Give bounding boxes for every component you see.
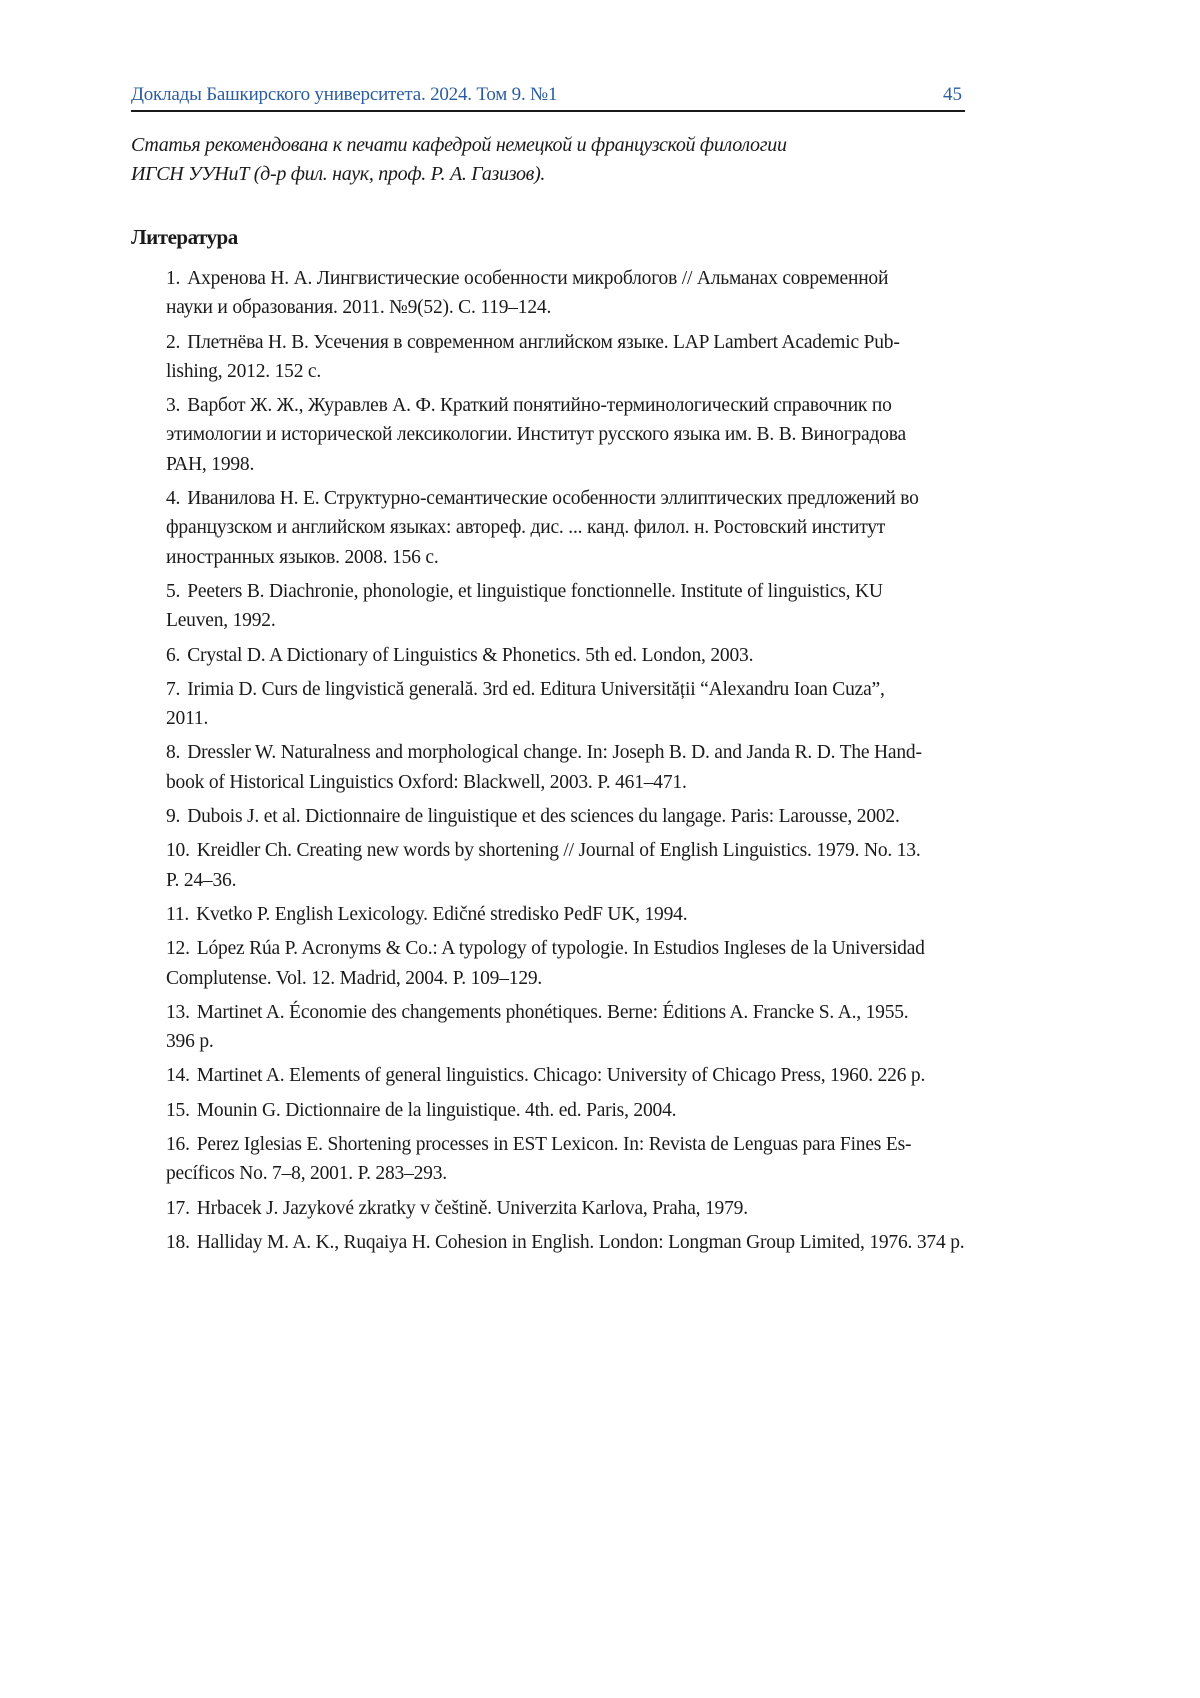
- reference-line: [166, 704, 986, 733]
- reference-line: [166, 738, 986, 767]
- reference-number: 9.: [166, 806, 181, 828]
- reference-text: Dressler W. Naturalness and morphological change. In: Joseph B. D. and Janda R. D. The Hand-: [187, 742, 922, 764]
- reference-item: [166, 998, 986, 1057]
- reference-text: Kreidler Ch. Creating new words by shortening // Journal of English Linguistics. 1979. No. 13.: [196, 840, 921, 862]
- reference-item: [166, 802, 986, 831]
- reference-number: 16.: [166, 1134, 190, 1156]
- reference-number: 14.: [166, 1065, 190, 1087]
- reference-item: [166, 484, 986, 572]
- reference-line: [166, 264, 986, 293]
- reference-number: 2.: [166, 331, 181, 353]
- reference-line: [166, 900, 986, 929]
- reference-line: [166, 934, 986, 963]
- reference-item: [166, 1228, 986, 1257]
- page-number: 45: [943, 84, 962, 105]
- reference-item: [166, 1194, 986, 1223]
- reference-line: [166, 675, 986, 704]
- references-list: [166, 264, 986, 1262]
- reference-line: [166, 577, 986, 606]
- reference-item: [166, 836, 986, 895]
- reference-line: [166, 357, 986, 386]
- reference-text: Иванилова Н. Е. Структурно-семантические особенности эллиптических предложений во: [187, 488, 919, 510]
- reference-text: pecíficos No. 7–8, 2001. P. 283–293.: [166, 1163, 447, 1185]
- reference-text: 396 p.: [166, 1031, 214, 1053]
- reference-item: [166, 1096, 986, 1125]
- recommendation-note: [131, 131, 787, 189]
- reference-text: Perez Iglesias E. Shortening processes in EST Lexicon. In: Revista de Lenguas para Fines Es-: [196, 1134, 912, 1156]
- reference-line: [166, 484, 986, 513]
- reference-line: [166, 998, 986, 1027]
- reference-text: Complutense. Vol. 12. Madrid, 2004. P. 109–129.: [166, 967, 543, 989]
- reference-number: 6.: [166, 644, 181, 666]
- reference-text: Halliday M. A. K., Ruqaiya H. Cohesion in English. London: Longman Group Limited, 1976. 374 p.: [196, 1231, 965, 1253]
- reference-text: науки и образования. 2011. №9(52). С. 119–124.: [166, 297, 552, 319]
- reference-item: [166, 1061, 986, 1090]
- reference-number: 1.: [166, 268, 181, 289]
- reference-line: [166, 1130, 986, 1159]
- note-line: ИГСН УУНиТ (д-р фил. наук, проф. Р. А. Газизов).: [131, 163, 546, 185]
- journal-title: Доклады Башкирского университета. 2024. Том 9. №1: [131, 84, 558, 105]
- reference-number: 11.: [166, 903, 190, 925]
- reference-line: [166, 1228, 986, 1257]
- reference-text: этимологии и исторической лексикологии. Институт русского языка им. В. В. Виноградова: [166, 424, 906, 446]
- reference-text: РАН, 1998.: [166, 453, 255, 475]
- reference-text: 2011.: [166, 708, 209, 730]
- note-line: Статья рекомендована к печати кафедрой немецкой и французской филологии: [131, 134, 787, 156]
- reference-item: [166, 738, 986, 797]
- reference-line: [166, 1096, 986, 1125]
- reference-text: французском и английском языках: автореф. дис. ... канд. филол. н. Ростовский институт: [166, 517, 886, 539]
- reference-number: 7.: [166, 678, 181, 700]
- reference-text: Ахренова Н. А. Лингвистические особенности микроблогов // Альманах современной: [187, 268, 889, 289]
- reference-line: [166, 1194, 986, 1223]
- reference-item: [166, 934, 986, 993]
- reference-line: [166, 606, 986, 635]
- reference-text: Leuven, 1992.: [166, 610, 276, 632]
- reference-number: 15.: [166, 1099, 190, 1121]
- reference-text: Плетнёва Н. В. Усечения в современном английском языке. LAP Lambert Academic Pub-: [187, 331, 900, 353]
- reference-number: 13.: [166, 1001, 190, 1023]
- reference-text: P. 24–36.: [166, 869, 237, 891]
- reference-line: [166, 802, 986, 831]
- reference-text: Kvetko P. English Lexicology. Edičné stredisko PedF UK, 1994.: [196, 903, 688, 925]
- reference-item: [166, 641, 986, 670]
- reference-number: 17.: [166, 1197, 190, 1219]
- reference-line: [166, 293, 986, 322]
- reference-number: 18.: [166, 1231, 190, 1253]
- reference-line: [166, 513, 986, 542]
- reference-text: Peeters B. Diachronie, phonologie, et linguistique fonctionnelle. Institute of linguistics, KU: [187, 580, 883, 602]
- reference-number: 10.: [166, 840, 190, 862]
- reference-text: Irimia D. Curs de lingvistică generală. 3rd ed. Editura Universității “Alexandru Ioan Cuza”,: [187, 678, 885, 700]
- reference-item: [166, 391, 986, 479]
- reference-line: [166, 964, 986, 993]
- reference-text: Martinet A. Elements of general linguistics. Chicago: University of Chicago Press, 1960. 226 p.: [196, 1065, 926, 1087]
- reference-number: 5.: [166, 580, 181, 602]
- reference-line: [166, 836, 986, 865]
- reference-text: López Rúa P. Acronyms & Co.: A typology of typologie. In Estudios Ingleses de la Universidad: [196, 938, 925, 960]
- reference-line: [166, 328, 986, 357]
- reference-item: [166, 577, 986, 636]
- reference-line: [166, 866, 986, 895]
- reference-text: Dubois J. et al. Dictionnaire de linguistique et des sciences du langage. Paris: Larousse, 2002.: [187, 806, 900, 828]
- reference-line: [166, 1027, 986, 1056]
- reference-line: [166, 391, 986, 420]
- reference-number: 3.: [166, 395, 181, 417]
- reference-number: 4.: [166, 488, 181, 510]
- references-heading: Литература: [131, 225, 238, 249]
- reference-line: [166, 641, 986, 670]
- reference-line: [166, 450, 986, 479]
- reference-text: Crystal D. A Dictionary of Linguistics & Phonetics. 5th ed. London, 2003.: [187, 644, 754, 666]
- reference-line: [166, 768, 986, 797]
- reference-text: Mounin G. Dictionnaire de la linguistique. 4th. ed. Paris, 2004.: [196, 1099, 677, 1121]
- reference-text: Hrbacek J. Jazykové zkratky v češtině. Univerzita Karlova, Praha, 1979.: [196, 1197, 748, 1219]
- reference-number: 8.: [166, 742, 181, 764]
- reference-item: [166, 328, 986, 387]
- reference-line: [166, 1061, 986, 1090]
- reference-item: [166, 264, 986, 323]
- reference-item: [166, 675, 986, 734]
- reference-text: иностранных языков. 2008. 156 с.: [166, 546, 439, 568]
- reference-text: Martinet A. Économie des changements phonétiques. Berne: Éditions A. Francke S. A., 1955.: [196, 1001, 909, 1023]
- reference-line: [166, 1159, 986, 1188]
- reference-item: [166, 900, 986, 929]
- reference-number: 12.: [166, 938, 190, 960]
- running-header: [131, 84, 965, 112]
- reference-text: Варбот Ж. Ж., Журавлев А. Ф. Краткий понятийно-терминологический справочник по: [187, 395, 892, 417]
- reference-text: lishing, 2012. 152 с.: [166, 360, 322, 382]
- reference-line: [166, 420, 986, 449]
- reference-text: book of Historical Linguistics Oxford: Blackwell, 2003. P. 461–471.: [166, 771, 687, 793]
- reference-line: [166, 543, 986, 572]
- reference-item: [166, 1130, 986, 1189]
